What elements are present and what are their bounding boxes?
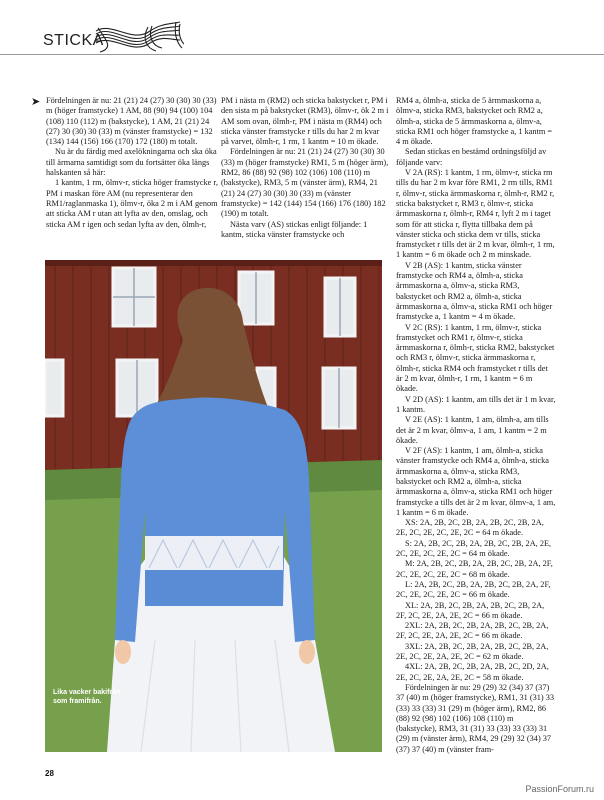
photo-illustration — [45, 260, 382, 752]
paragraph: Fördelningen är nu: 29 (29) 32 (34) 37 (37) 37 (40) m (höger framstycke), RM1, 31 (31) 33 (33) 33 (33) 31 (29) m (höger ärm), RM2, 86 (88) 92 (98) 102 (106) 108 (110) m (bakstycke), RM3, 31 (31) 33 (33) 33 (33) 31 (29) m (vänster ärm), RM4, 29 (29) 32 (34) 37 (37) 37 (40) m (vänster fram- — [396, 682, 555, 754]
size-sequence-4xl: 4XL: 2A, 2B, 2C, 2B, 2A, 2B, 2C, 2D, 2A, 2E, 2C, 2E, 2A, 2E, 2C = 58 m ökade. — [396, 662, 549, 682]
paragraph: Fördelningen är nu: 21 (21) 24 (27) 30 (30) 30 (33) m (höger framstycke) RM1, 5 m (höger ärm), RM2, 86 (88) 92 (98) 102 (106) 108 (110) m (bakstycke), RM3, 5 m (vänster ärm), RM4, 21 (21) 24 (27) 30 (30) 30 (33) m (vänster framstycke) = 142 (144) 154 (166) 176 (180) 182 (190) m totalt. — [221, 147, 389, 219]
instruction-row-2f: V 2F (AS): 1 kantm, 1 am, ölmh-a, sticka vänster framstycke och RM4 a, ölmh-a, sticka ärmmaskorna a, ölmv-a, sticka RM3, bakstycket och RM2 a, ölmh-a, sticka ärmmaskorna a, ölmv-a, sticka RM1 och höger framstycke a tills det är 2 m kvar, ölmv-a, 1 am, 1 kantm = 6 m ökade. — [396, 446, 556, 517]
size-sequence-3xl: 3XL: 2A, 2B, 2C, 2B, 2A, 2B, 2C, 2B, 2A, 2E, 2C, 2E, 2A, 2E, 2C = 62 m ökade. — [396, 641, 549, 662]
paragraph: Nästa varv (AS) stickas enligt följande: 1 kantm, sticka vänster framstycke och — [221, 219, 368, 239]
size-sequence-l: L: 2A, 2B, 2C, 2B, 2A, 2B, 2C, 2B, 2A, 2F, 2C, 2E, 2C, 2E, 2C = 66 m ökade. — [396, 579, 551, 600]
page-number: 28 — [45, 769, 54, 778]
instruction-row-2c: V 2C (RS): 1 kantm, 1 rm, ölmv-r, sticka framstycket och RM1 r, ölmv-r, sticka ärmmaskorna r, ölmh-r, sticka RM2, bakstycket och RM3 r, ölmv-r, sticka ärmmaskorna r, ölmh-r, sticka RM4 och framstycket r tills det är 2 m kvar, ölmh-r, 1 rm, 1 kantm = 6 m ökade. — [396, 322, 555, 394]
instruction-row-2a: V 2A (RS): 1 kantm, 1 rm, ölmv-r, sticka rm tills du har 2 m kvar före RM1, 2 rm tills, RM1 r, ölmv-r, sticka ärmmaskorna r, ölmh-r, RM2 r, sticka bakstycket r, RM3 r, ölmv-r, sticka ärmmaskorna r, ölmh-r, RM4 r, lyft 2 m i taget som för att sticka r, flytta tillbaka dem på vänster sticka och sticka dem vr tills, sticka framstycket r tills det är 2 m kvar, ölmh-r, 1 rm, 1 kantm = 6 m ökade och 2 m minskade. — [396, 168, 555, 260]
size-sequence-2xl: 2XL: 2A, 2B, 2C, 2B, 2A, 2B, 2C, 2B, 2A, 2F, 2C, 2E, 2A, 2E, 2C = 66 m ökade. — [396, 621, 549, 641]
size-sequence-xs: XS: 2A, 2B, 2C, 2B, 2A, 2B, 2C, 2B, 2A, 2E, 2C, 2E, 2C, 2E, 2C = 64 m ökade. — [396, 518, 544, 538]
paragraph: Fördelningen är nu: 21 (21) 24 (27) 30 (30) 30 (33) m (höger framstycke) 1 AM, 88 (90) 94 (100) 104 (108) 110 (112) m (bakstycke), 1 AM, 21 (21) 24 (27) 30 (30) 30 (33) m (vänster framstycke) = 132 (134) 144 (156) 166 (170) 172 (180) m totalt. — [46, 96, 217, 147]
photo-caption: Lika vacker bakifrån som framifrån. — [53, 689, 121, 705]
instruction-row-2e: V 2E (AS): 1 kantm, 1 am, ölmh-a, am tills det är 2 m kvar, ölmv-a, 1 am, 1 kantm = 2 m ökade. — [396, 415, 549, 445]
size-sequence-s: S: 2A, 2B, 2C, 2B, 2A, 2B, 2C, 2B, 2A, 2E, 2C, 2E, 2C, 2E, 2C = 64 m ökade. — [396, 538, 552, 559]
text-column-2 — [221, 96, 389, 240]
paragraph: Sedan stickas en bestämd ordningsföljd av följande varv: — [396, 147, 547, 167]
arrow-right-icon: ➤ — [31, 95, 41, 108]
paragraph: PM i nästa m (RM2) och sticka bakstycket r, PM i den sista m på bakstycket (RM3), ölmv-r, ök 2 m i AM som ovan, ölmh-r, PM i nästa m (RM4) och sticka vänster framstycke r tills du har 2 m kvar på varvet, ölmh-r, 1 rm, 1 kantm = 10 m ökade. — [221, 96, 389, 147]
text-column-1 — [46, 96, 218, 230]
watermark: PassionForum.ru — [525, 784, 594, 794]
paragraph: RM4 a, ölmh-a, sticka de 5 ärmmaskorna a, ölmv-a, sticka RM3, bakstycket och RM2 a, ölmh-a, sticka de 5 ärmmaskorna a, ölmv-a, sticka RM1 och höger framstycke a, 1 kantm = 4 m ökade. — [396, 96, 553, 147]
text-column-3 — [396, 96, 556, 755]
paragraph: 1 kantm, 1 rm, ölmv-r, sticka höger framstycke r, PM i maskan före AM (nu representerar den RM1/raglanmaska 1), ölmv-r, öka 2 m i AM genom att sticka AM r utan att lyfta av den, omslag, och sticka AM r igen och sedan lyfta av den, ölmh-r, — [46, 178, 218, 229]
page-header — [0, 24, 604, 58]
section-label: STICKA — [43, 32, 104, 49]
header-rule — [0, 54, 604, 55]
instruction-row-2b: V 2B (AS): 1 kantm, sticka vänster framstycke och RM4 a, ölmh-a, sticka ärmmaskorna a, ölmv-a, sticka RM3, bakstycket och RM2 a, ölmh-a, sticka ärmmaskorna a, ölmv-a, sticka RM1 och höger framstycke a, 1 kantm = 4 m ökade. — [396, 260, 553, 322]
instruction-row-2d: V 2D (AS): 1 kantm, am tills det är 1 m kvar, 1 kantm. — [396, 394, 556, 414]
size-sequence-xl: XL: 2A, 2B, 2C, 2B, 2A, 2B, 2C, 2B, 2A, 2F, 2C, 2E, 2A, 2E, 2C = 66 m ökade. — [396, 600, 545, 620]
yarn-skein-icon — [92, 18, 184, 58]
size-sequence-m: M: 2A, 2B, 2C, 2B, 2A, 2B, 2C, 2B, 2A, 2F, 2C, 2E, 2C, 2E, 2C = 68 m ökade. — [396, 559, 553, 579]
paragraph: Nu är du färdig med axelökningarna och ska öka till ärmarna samtidigt som du fortsätter öka längs halskanten så här: — [46, 147, 217, 178]
photo-sweater-back — [45, 260, 382, 752]
